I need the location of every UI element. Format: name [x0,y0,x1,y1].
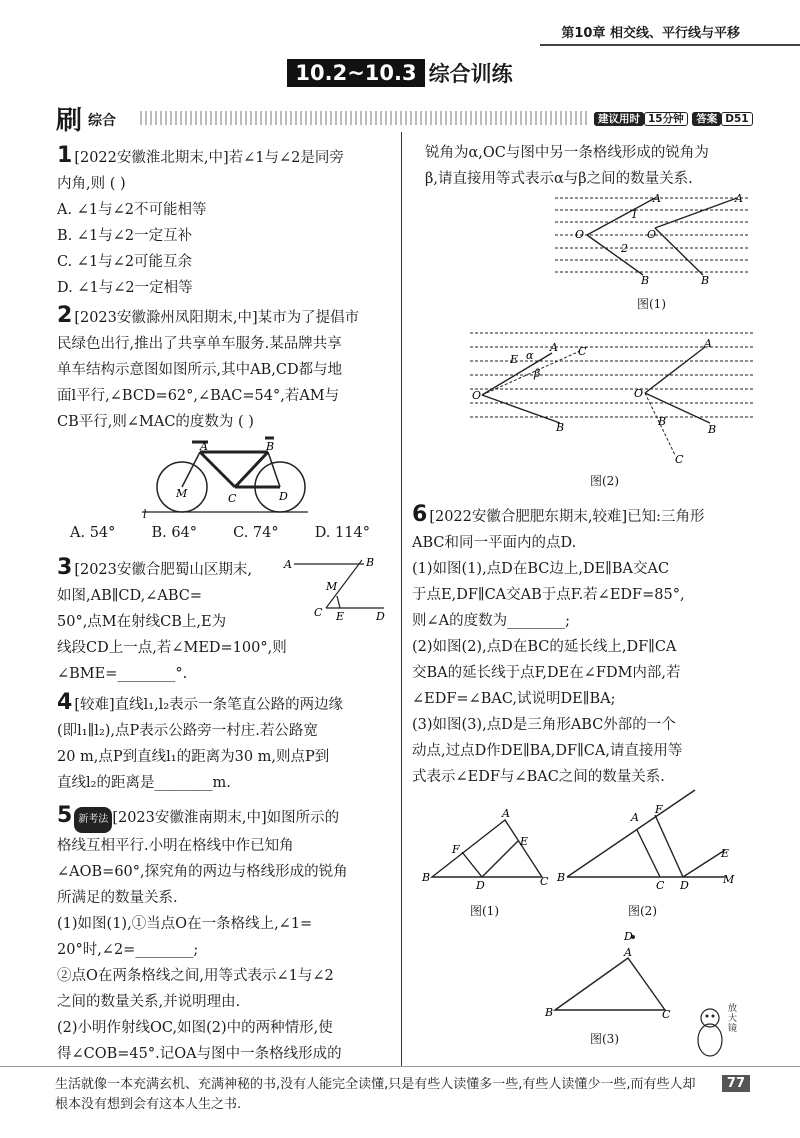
q3-figure [282,552,392,624]
svg-text:B: B [545,1006,554,1019]
svg-text:C: C [675,453,684,465]
q2-option-a: A. 54° [70,525,116,541]
svg-text:F: F [452,843,460,856]
svg-text:M: M [326,580,338,593]
q2-number: 2 [57,303,73,328]
svg-text:2: 2 [621,242,628,255]
svg-text:B: B [658,415,667,428]
section-numbers: 10.2~10.3 [287,59,424,87]
svg-text:l: l [143,508,147,521]
svg-text:O: O [472,389,482,402]
q1-line: 内角,则 ( ) [57,176,126,192]
q2-option-d: D. 114° [314,525,370,541]
q6-fig3-caption: 图(3) [590,1032,619,1046]
svg-text:E: E [336,610,345,623]
q2-line: 面l平行,∠BCD=62°,∠BAC=54°,若AM与 [57,388,340,404]
q5-line: [2023安徽淮南期末,中]如图所示的 [112,810,340,826]
svg-text:A: A [550,341,558,354]
q6-figure-2 [555,785,745,890]
new-method-badge: 新考法 [74,807,112,833]
q5-line: ∠AOB=60°,探究角的两边与格线形成的锐角 [57,864,348,880]
footer [0,1066,800,1138]
svg-text:α: α [526,349,534,362]
svg-text:1: 1 [631,208,638,221]
answer-tag: 答案 [692,112,721,126]
svg-text:O: O [634,387,644,400]
q6-line: 则∠A的度数为________; [412,613,571,629]
svg-text:D: D [279,490,288,503]
q5-fig2-caption: 图(2) [590,474,619,488]
footer-quote: 生活就像一本充满玄机、充满神秘的书,没有人能完全读懂,只是有些人读懂多一些,有些人读懂少一些,而有些人却根本没有想到会有这本人生之书. [55,1077,696,1112]
q3-line: 50°,点M在射线CB上,E为 [57,614,227,630]
svg-text:B: B [556,421,565,434]
q5-number: 5 [57,803,73,828]
svg-text:A: A [284,558,292,571]
q2-option-b: B. 64° [151,525,198,541]
q1-number: 1 [57,143,73,168]
svg-text:C: C [662,1008,671,1020]
q3-line: 如图,AB∥CD,∠ABC= [57,588,203,604]
q5-fig1-caption: 图(1) [637,297,666,311]
q1-option-a: A. ∠1与∠2不可能相等 [57,202,207,218]
q2-line: 单车结构示意图如图所示,其中AB,CD都与地 [57,362,343,378]
q3-line: 线段CD上一点,若∠MED=100°,则 [57,640,287,656]
question-5-continued [425,140,755,192]
svg-text:B: B [422,871,431,884]
time-info [594,110,753,126]
q1-option-b: B. ∠1与∠2一定互补 [57,228,193,244]
svg-text:B: B [708,423,717,436]
q6-line: 交BA的延长线于点F,DE在∠FDM内部,若 [412,665,681,681]
q2-option-c: C. 74° [233,525,279,541]
svg-text:D: D [680,879,689,890]
q6-line: 式表示∠EDF与∠BAC之间的数量关系. [412,769,665,785]
svg-text:C: C [578,345,587,358]
q5-line: 之间的数量关系,并说明理由. [57,994,241,1010]
q6-fig2-caption: 图(2) [628,904,657,918]
svg-text:C: C [314,606,323,619]
question-2 [57,303,387,435]
svg-text:B: B [557,871,566,884]
svg-text:B: B [266,440,275,453]
page-number: 77 [722,1075,750,1092]
svg-text:B: B [366,556,375,569]
svg-text:M: M [176,487,188,500]
svg-text:A: A [502,807,510,820]
svg-text:D: D [376,610,385,623]
section-bar-label: 综合 [88,113,116,129]
q2-line: CB平行,则∠MAC的度数为 ( ) [57,414,254,430]
svg-text:D: D [476,879,485,890]
svg-text:C: C [540,875,549,888]
svg-text:M: M [723,873,735,886]
q2-line: 民绿色出行,推出了共享单车服务.某品牌共享 [57,336,342,352]
column-divider [401,132,402,1067]
time-tag: 建议用时 [594,112,644,126]
q3-line: ∠BME=________°. [57,666,188,682]
question-1 [57,143,387,301]
svg-text:C: C [656,879,665,890]
q1-line: [2022安徽淮北期末,中]若∠1与∠2是同旁 [74,150,344,166]
q5-line: ②点O在两条格线之间,用等式表示∠1与∠2 [57,968,334,984]
svg-text:O: O [575,228,585,241]
bicycle-figure [140,432,310,524]
svg-text:A: A [631,811,639,824]
svg-text:A: A [704,337,712,350]
q5-line: 所满足的数量关系. [57,890,178,906]
q5-line: (2)小明作射线OC,如图(2)中的两种情形,使 [57,1020,333,1036]
answer-page: D51 [721,112,752,126]
q5-figure-1 [555,190,750,290]
q3-line: [2023安徽合肥蜀山区期末, [74,562,252,578]
q4-line: (即l₁∥l₂),点P表示公路旁一村庄.若公路宽 [57,723,318,739]
q5-figure-2 [470,325,755,465]
question-6 [412,502,757,790]
q4-number: 4 [57,690,73,715]
svg-text:A: A [653,192,661,205]
svg-text:A: A [735,192,743,205]
svg-text:C: C [228,492,237,505]
q6-fig1-caption: 图(1) [470,904,499,918]
q1-option-d: D. ∠1与∠2一定相等 [57,280,193,296]
chapter-title: 第10章 相交线、平行线与平移 [561,26,740,41]
section-title [0,58,800,88]
mascot-figure [688,1000,748,1062]
q6-figure-3 [540,930,690,1020]
q6-line: (2)如图(2),点D在BC的延长线上,DF∥CA [412,639,677,655]
svg-text:E: E [721,847,730,860]
q6-figure-1 [420,805,555,890]
svg-text:O: O [647,228,657,241]
svg-text:F: F [655,803,663,816]
brush-label: 刷 [56,106,83,136]
q4-line: 直线l₂的距离是________m. [57,775,231,791]
svg-text:B: B [701,274,710,287]
q6-line: [2022安徽合肥肥东期末,较难]已知:三角形 [429,509,705,525]
q2-line: [2023安徽滁州凤阳期末,中]某市为了提倡市 [74,310,360,326]
q6-line: (1)如图(1),点D在BC边上,DE∥BA交AC [412,561,670,577]
q6-line: (3)如图(3),点D是三角形ABC外部的一个 [412,717,676,733]
q4-line: [较难]直线l₁,l₂表示一条笔直公路的两边缘 [74,697,344,713]
svg-text:β: β [534,367,541,380]
time-value: 15分钟 [644,112,688,126]
question-5 [57,803,387,1067]
q6-line: ∠EDF=∠BAC,试说明DE∥BA; [412,691,616,707]
q5-line: 得∠COB=45°.记OA与图中一条格线形成的 [57,1046,342,1062]
svg-text:D: D [624,930,633,943]
q6-line: 于点E,DF∥CA交AB于点F.若∠EDF=85°, [412,587,685,603]
q6-line: ABC和同一平面内的点D. [412,535,577,551]
q5-line: 格线互相平行.小明在格线中作已知角 [57,838,294,854]
q2-options [70,525,370,541]
q5-line: β,请直接用等式表示α与β之间的数量关系. [425,171,693,187]
mascot-caption: 放大镜 [728,1004,738,1034]
svg-text:E: E [510,353,519,366]
q3-number: 3 [57,555,73,580]
q6-number: 6 [412,502,428,527]
q1-option-c: C. ∠1与∠2可能互余 [57,254,193,270]
q6-line: 动点,过点D作DE∥BA,DF∥CA,请直接用等 [412,743,683,759]
section-text: 综合训练 [428,62,513,86]
q5-line: 锐角为α,OC与图中另一条格线形成的锐角为 [425,145,709,161]
dotted-rule [140,111,588,125]
svg-text:E: E [520,835,529,848]
q4-line: 20 m,点P到直线l₁的距离为30 m,则点P到 [57,749,330,765]
question-4 [57,690,387,796]
svg-text:A: A [200,440,208,453]
q5-line: 20°时,∠2=________; [57,942,199,958]
q5-line: (1)如图(1),①当点O在一条格线上,∠1= [57,916,313,932]
svg-text:B: B [641,274,650,287]
svg-text:A: A [624,946,632,959]
